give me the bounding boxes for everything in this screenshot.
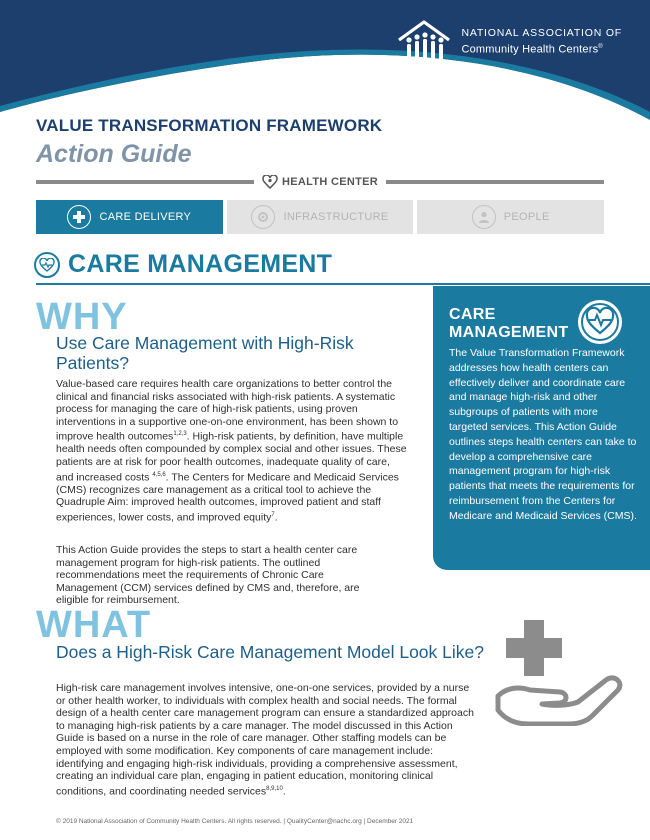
tab-label: INFRASTRUCTURE	[283, 211, 389, 223]
heart-pulse-icon	[578, 300, 622, 344]
tab-label: PEOPLE	[503, 211, 550, 223]
logo-text	[461, 26, 622, 57]
what-p1-text-a: High-risk care management involves intensive, one-on-one services, provided by a nurse or other health worker, to individuals with complex health and social needs. The formal design of a health center care management program can ensure a standardized approach to managing high-risk patients by a care manager. The model discussed in this Action Guide is based on a nurse in the role of care manager. Other staffing models can be employed with some modification. Key components of care management include: identifying and engaging high-risk individuals, providing a comprehensive assessment, creating an individual care plan, engaging in patient education, monitoring clinical conditions, and coordinating needed services	[56, 682, 474, 798]
why-subhead: Use Care Management with High-Risk Patients?	[56, 333, 354, 373]
divider-line-right	[386, 180, 604, 184]
care-delivery-icon	[67, 205, 91, 229]
why-paragraph-2: This Action Guide provides the steps to start a health center care management program for high-risk patients. The outlined recommendations meet the requirements of Chronic Care Management (CCM) services defined by CMS and, therefore, are eligible for reimbursement.	[56, 544, 360, 607]
health-center-divider	[36, 174, 604, 190]
health-center-label	[254, 175, 386, 189]
why-p1-text-b: . High-risk patients, by definition, have multiple health needs often compounded by complex social and other issues. These patients are at risk for poor health outcomes, inadequate quality of care, and increased costs	[56, 430, 407, 484]
logo-registered-mark: ®	[598, 43, 603, 50]
hand-cross-icon	[494, 618, 628, 726]
divider-line-left	[36, 180, 254, 184]
sidebar-title	[449, 306, 568, 342]
action-guide-title: Action Guide	[36, 140, 192, 168]
framework-tabs	[36, 200, 604, 234]
what-heading: WHAT	[36, 604, 152, 646]
logo-line1: NATIONAL ASSOCIATION OF	[461, 26, 622, 39]
logo-line2: Community Health Centers	[461, 43, 599, 56]
what-p1-text-b: .	[282, 785, 286, 798]
why-p1-text-c: . The Centers for Medicare and Medicaid Services (CMS) recognizes care management as a critical tool to achieve the Quadruple Aim: improved health outcomes, improved patient and staff experiences, lower costs, and improved equity	[56, 471, 399, 524]
houses-logo-icon	[395, 18, 453, 64]
title-block	[36, 116, 382, 169]
why-p1-text-d: .	[274, 511, 278, 524]
tab-people[interactable]	[417, 200, 604, 234]
citation-sup: 8,9,10	[266, 785, 283, 792]
sidebar-title-line1: CARE	[449, 306, 496, 323]
tab-infrastructure[interactable]	[227, 200, 414, 234]
framework-title: VALUE TRANSFORMATION FRAMEWORK	[36, 116, 383, 135]
section-title: CARE MANAGEMENT	[68, 250, 333, 278]
citation-sup: 7	[271, 511, 275, 518]
why-heading: WHY	[36, 296, 128, 338]
section-rule	[36, 283, 650, 285]
infrastructure-icon	[251, 205, 275, 229]
what-subhead: Does a High-Risk Care Management Model Look Like?	[56, 642, 484, 662]
what-paragraph-1	[56, 682, 481, 798]
nachc-logo	[395, 18, 622, 64]
tab-care-delivery[interactable]	[36, 200, 223, 234]
footer-text: © 2019 National Association of Community Health Centers. All rights reserved. | QualityCenter@nachc.org | December 2021	[56, 818, 414, 825]
heart-pulse-icon	[34, 252, 60, 278]
citation-sup: 1,2,3	[173, 431, 187, 438]
why-paragraph-1	[56, 378, 408, 524]
citation-sup: 4,5,6	[152, 471, 166, 478]
care-management-sidebar	[433, 286, 650, 570]
location-heart-icon	[262, 175, 278, 189]
tab-label: CARE DELIVERY	[99, 211, 192, 223]
sidebar-title-line2: MANAGEMENT	[449, 324, 569, 341]
section-header	[34, 250, 332, 279]
why-p1-text-a: Value-based care requires health care organizations to better control the clinical and financial risks associated with high-risk patients. A systematic process for managing the care of high-risk patients, using proven interventions in a supportive one-on-one environment, has been shown to improve health outcomes	[56, 378, 399, 443]
people-icon	[472, 205, 496, 229]
sidebar-text: The Value Transformation Framework addresses how health centers can effectively deliver and coordinate care and manage high-risk and other subgroups of patients with more targeted services. This Action Guide outlines steps health centers can take to develop a comprehensive care management program for high-risk patients that meets the requirements for reimbursement from the Centers for Medicare and Medicaid Services (CMS).	[449, 347, 637, 522]
health-center-text: HEALTH CENTER	[282, 176, 378, 188]
